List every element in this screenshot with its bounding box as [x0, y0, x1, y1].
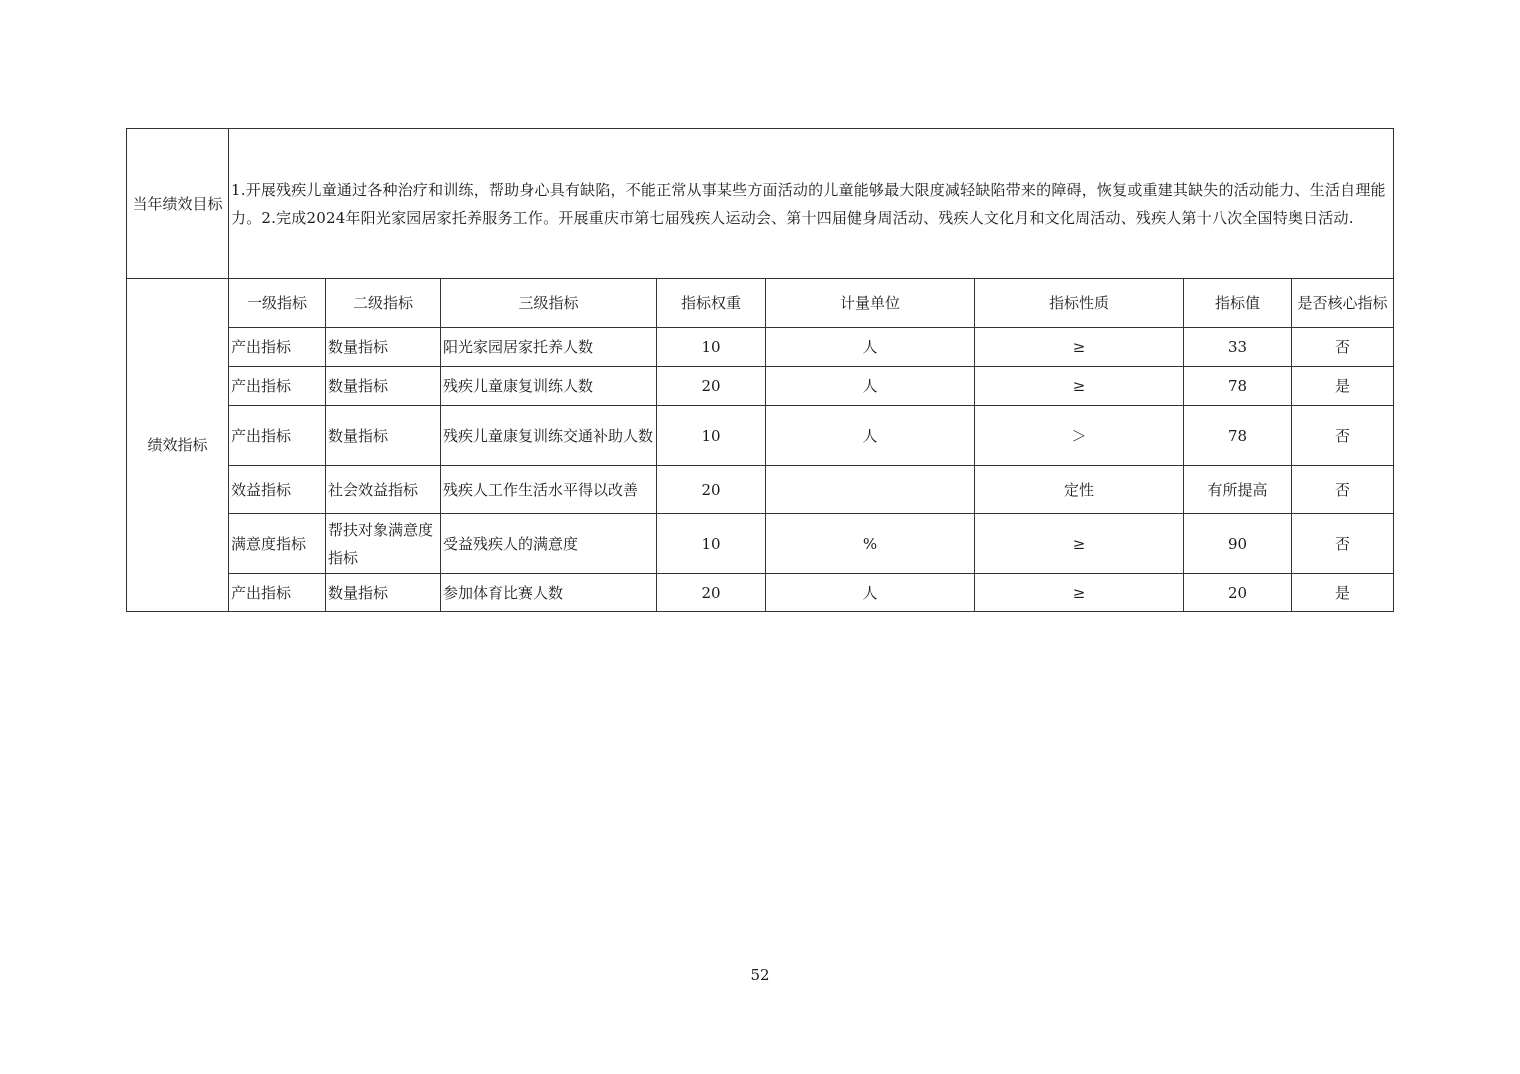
cell-level3: 受益残疾人的满意度 [441, 514, 657, 574]
cell-value: 33 [1184, 328, 1292, 367]
cell-nature: ＞ [975, 406, 1184, 466]
cell-core: 否 [1292, 328, 1394, 367]
cell-level2: 数量指标 [326, 367, 441, 406]
cell-level3: 残疾儿童康复训练人数 [441, 367, 657, 406]
cell-level2: 数量指标 [326, 574, 441, 612]
header-value: 指标值 [1184, 279, 1292, 328]
cell-core: 否 [1292, 514, 1394, 574]
cell-level1: 产出指标 [229, 328, 326, 367]
cell-value: 90 [1184, 514, 1292, 574]
cell-weight: 20 [657, 574, 766, 612]
cell-core: 否 [1292, 406, 1394, 466]
cell-level2: 数量指标 [326, 406, 441, 466]
cell-unit: 人 [766, 574, 975, 612]
cell-unit: 人 [766, 367, 975, 406]
table-row [127, 466, 1394, 514]
table-row [127, 367, 1394, 406]
cell-weight: 10 [657, 514, 766, 574]
cell-level3: 阳光家园居家托养人数 [441, 328, 657, 367]
cell-level1: 产出指标 [229, 574, 326, 612]
cell-level3: 参加体育比赛人数 [441, 574, 657, 612]
table-row [127, 328, 1394, 367]
header-level2: 二级指标 [326, 279, 441, 328]
cell-core: 是 [1292, 574, 1394, 612]
cell-unit: 人 [766, 406, 975, 466]
cell-nature: 定性 [975, 466, 1184, 514]
cell-weight: 10 [657, 328, 766, 367]
cell-value: 有所提高 [1184, 466, 1292, 514]
cell-weight: 20 [657, 367, 766, 406]
header-level3: 三级指标 [441, 279, 657, 328]
header-unit: 计量单位 [766, 279, 975, 328]
cell-nature: ≥ [975, 367, 1184, 406]
cell-level1: 满意度指标 [229, 514, 326, 574]
cell-core: 否 [1292, 466, 1394, 514]
cell-level3: 残疾儿童康复训练交通补助人数 [441, 406, 657, 466]
page-number: 52 [750, 966, 770, 984]
cell-core: 是 [1292, 367, 1394, 406]
cell-unit: 人 [766, 328, 975, 367]
cell-nature: ≥ [975, 574, 1184, 612]
cell-level1: 效益指标 [229, 466, 326, 514]
cell-nature: ≥ [975, 514, 1184, 574]
cell-unit: % [766, 514, 975, 574]
goal-text: 1.开展残疾儿童通过各种治疗和训练，帮助身心具有缺陷，不能正常从事某些方面活动的儿童能够最大限度减轻缺陷带来的障碍，恢复或重建其缺失的活动能力、生活自理能力。2.完成2024年阳光家园居家托养服务工作。开展重庆市第七届残疾人运动会、第十四届健身周活动、残疾人文化月和文化周活动、残疾人第十八次全国特奥日活动. [229, 129, 1394, 279]
cell-nature: ≥ [975, 328, 1184, 367]
cell-weight: 20 [657, 466, 766, 514]
cell-value: 78 [1184, 406, 1292, 466]
goal-row [127, 129, 1394, 279]
cell-level2: 社会效益指标 [326, 466, 441, 514]
table-row [127, 514, 1394, 574]
cell-level2: 帮扶对象满意度指标 [326, 514, 441, 574]
table-row [127, 406, 1394, 466]
cell-level1: 产出指标 [229, 367, 326, 406]
header-core: 是否核心指标 [1292, 279, 1394, 328]
header-level1: 一级指标 [229, 279, 326, 328]
header-weight: 指标权重 [657, 279, 766, 328]
cell-weight: 10 [657, 406, 766, 466]
header-nature: 指标性质 [975, 279, 1184, 328]
performance-table [126, 128, 1394, 612]
cell-value: 20 [1184, 574, 1292, 612]
cell-level3: 残疾人工作生活水平得以改善 [441, 466, 657, 514]
header-row [127, 279, 1394, 328]
cell-level1: 产出指标 [229, 406, 326, 466]
indicators-label: 绩效指标 [127, 279, 229, 612]
table-row [127, 574, 1394, 612]
goal-label: 当年绩效目标 [127, 129, 229, 279]
cell-level2: 数量指标 [326, 328, 441, 367]
cell-unit [766, 466, 975, 514]
cell-value: 78 [1184, 367, 1292, 406]
